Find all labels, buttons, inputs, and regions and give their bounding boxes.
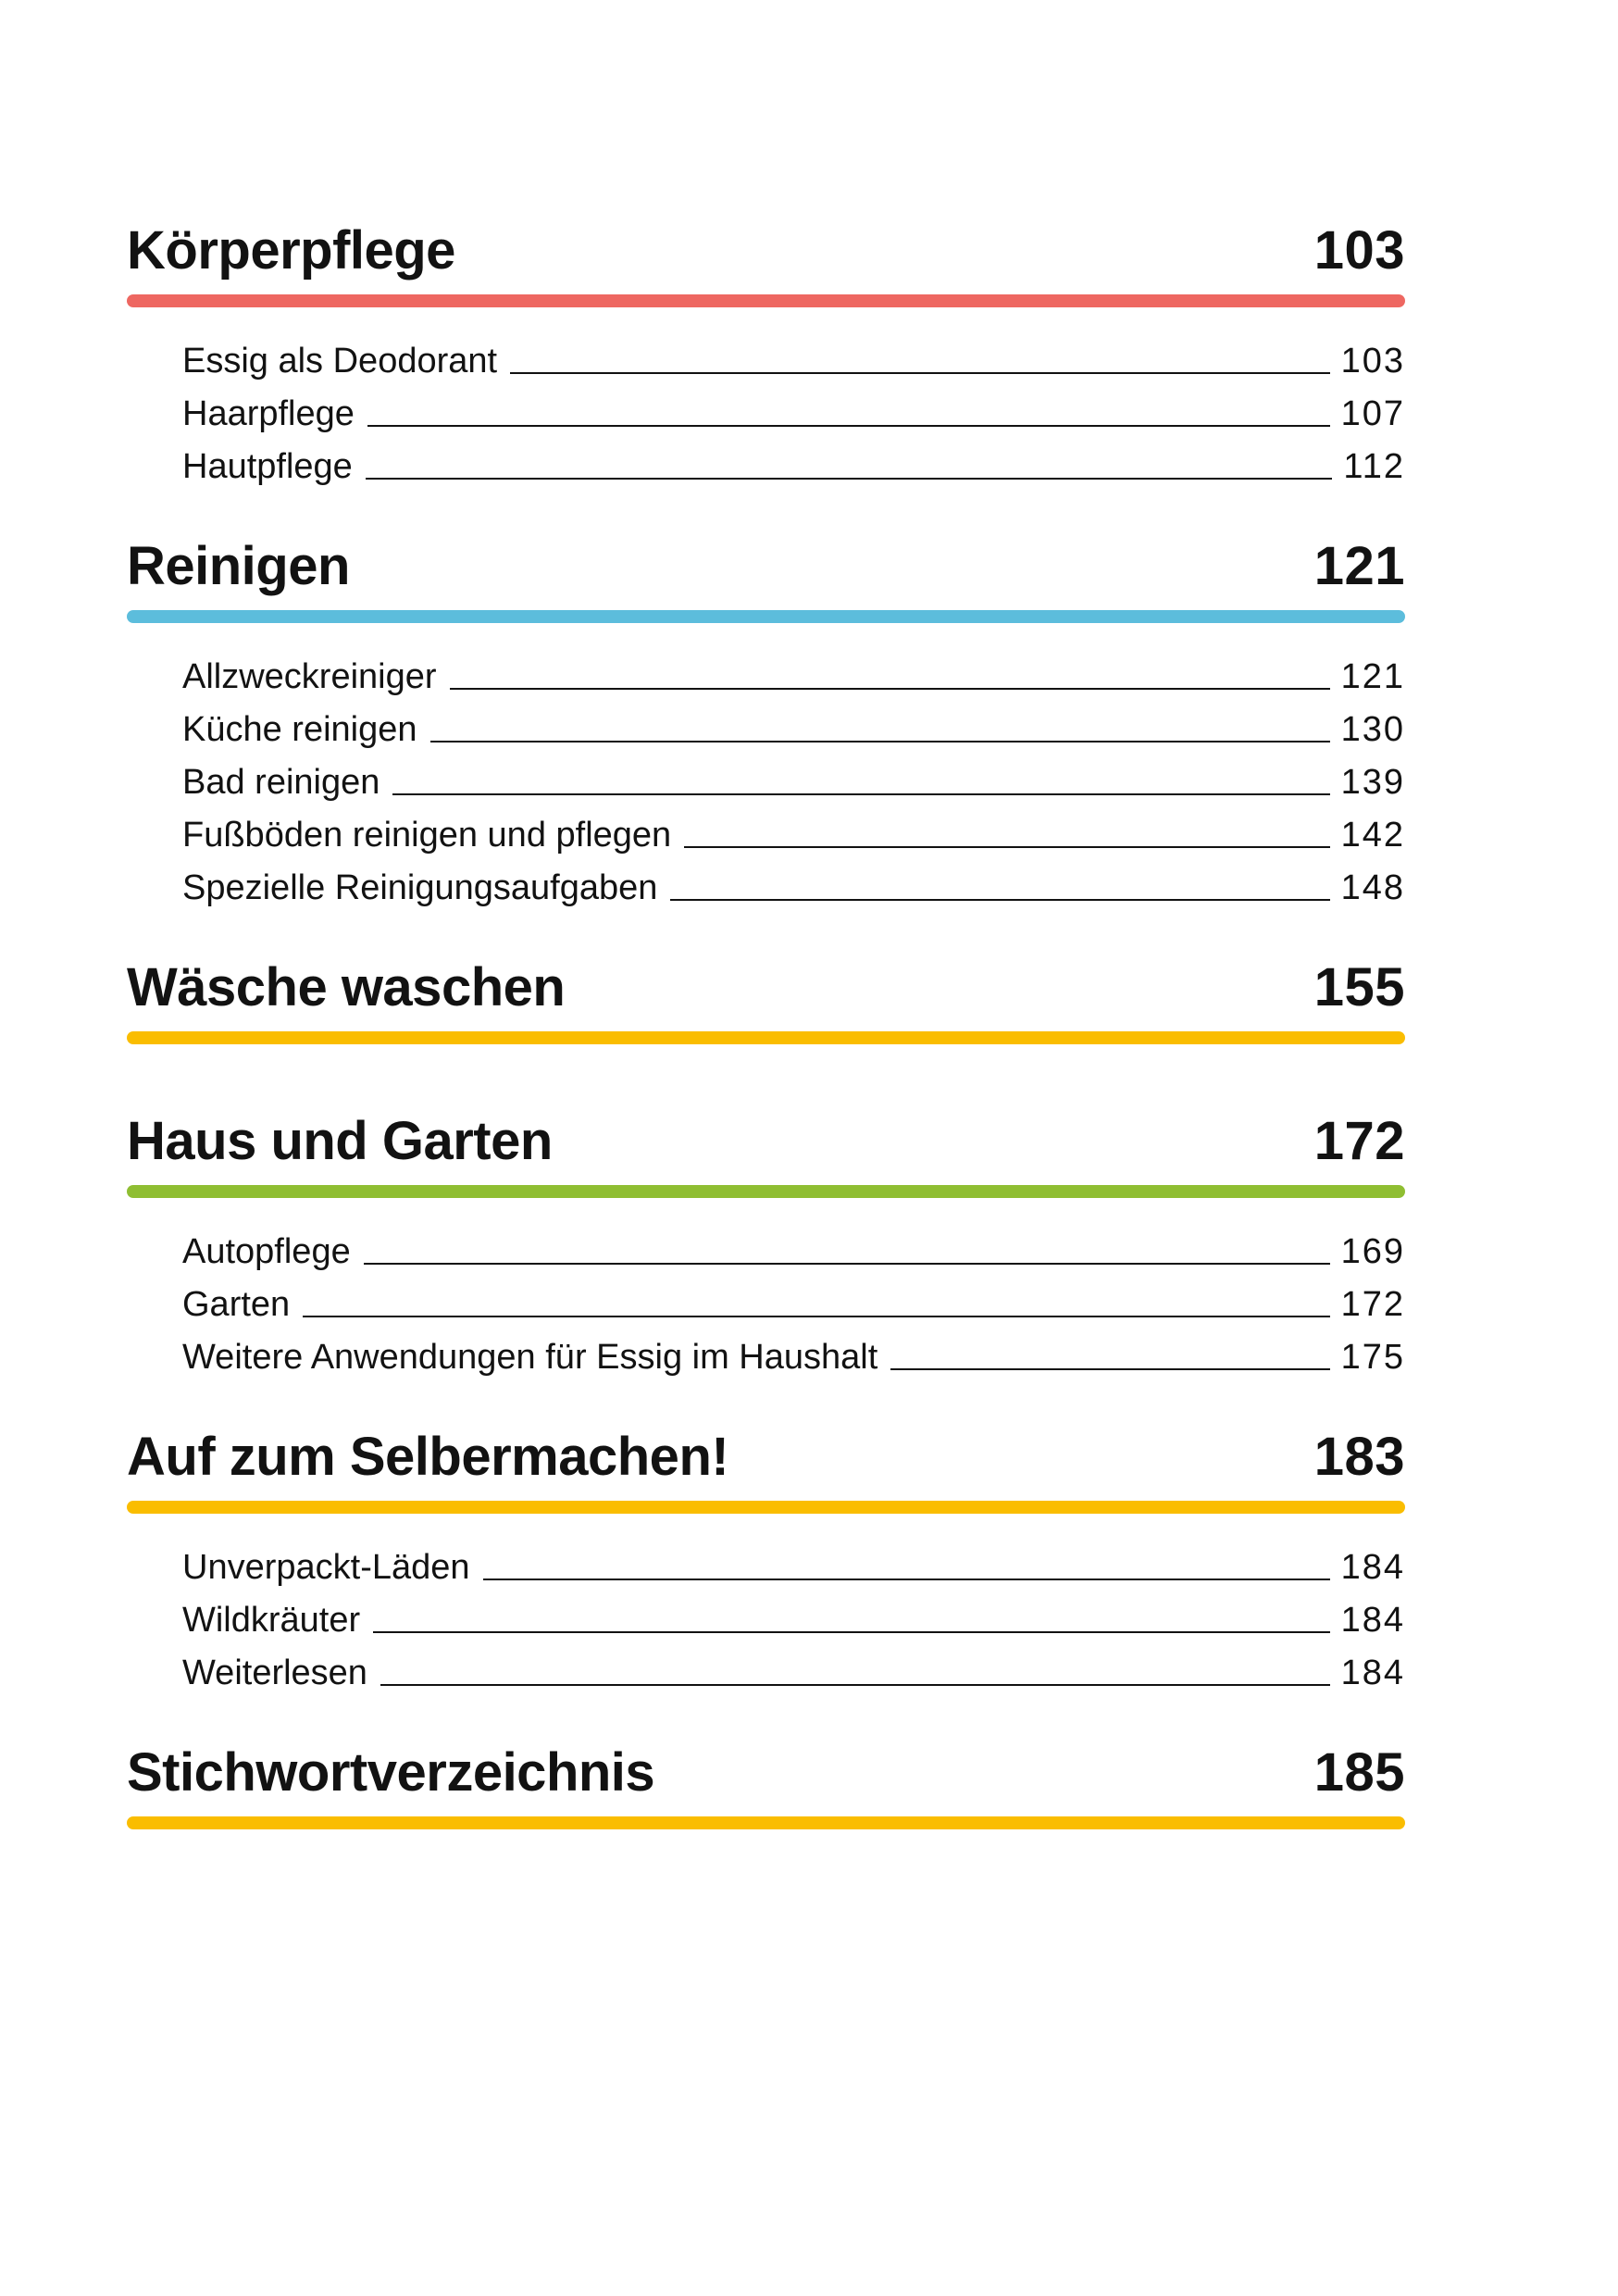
toc-section-heading[interactable]	[127, 1742, 1405, 1803]
toc-section-heading[interactable]	[127, 1111, 1405, 1171]
toc-item[interactable]	[182, 328, 1405, 381]
toc-item-page-number: 139	[1340, 763, 1405, 803]
toc-item-label: Bad reinigen	[182, 763, 380, 803]
toc-item[interactable]	[182, 1271, 1405, 1324]
section-accent-bar	[127, 1501, 1405, 1514]
toc-section	[127, 220, 1405, 487]
toc-section	[127, 536, 1405, 908]
toc-item[interactable]	[182, 1218, 1405, 1271]
toc-item-page-number: 148	[1340, 868, 1405, 908]
toc-item[interactable]	[182, 1324, 1405, 1377]
section-items	[127, 1218, 1405, 1377]
toc-item-label: Allzweckreiniger	[182, 657, 437, 697]
toc-item-leader-line	[364, 1263, 1330, 1266]
toc-item-page-number: 184	[1340, 1653, 1405, 1693]
toc-item-page-number: 184	[1340, 1601, 1405, 1641]
toc-section	[127, 1111, 1405, 1378]
toc-item[interactable]	[182, 381, 1405, 433]
toc-item[interactable]	[182, 802, 1405, 855]
toc-item-label: Weiterlesen	[182, 1653, 367, 1693]
toc-item-leader-line	[392, 793, 1329, 796]
section-title: Auf zum Selbermachen!	[127, 1427, 729, 1487]
section-page-number: 183	[1313, 1427, 1405, 1487]
toc-item-page-number: 130	[1340, 710, 1405, 750]
toc-item-page-number: 142	[1340, 816, 1405, 855]
toc-item-label: Wildkräuter	[182, 1601, 361, 1641]
toc-item[interactable]	[182, 1587, 1405, 1640]
toc-item-page-number: 103	[1340, 342, 1405, 381]
toc-item-label: Fußböden reinigen und pflegen	[182, 816, 672, 855]
toc-section	[127, 1427, 1405, 1693]
toc-item-page-number: 169	[1340, 1232, 1405, 1272]
section-accent-bar	[127, 1031, 1405, 1044]
toc-item-leader-line	[373, 1631, 1329, 1634]
section-title: Körperpflege	[127, 220, 455, 281]
toc-item-label: Hautpflege	[182, 447, 353, 487]
toc-item-leader-line	[380, 1684, 1330, 1687]
section-accent-bar	[127, 610, 1405, 623]
toc-item-leader-line	[684, 846, 1329, 849]
section-items	[127, 1534, 1405, 1692]
section-accent-bar	[127, 294, 1405, 307]
section-title: Reinigen	[127, 536, 350, 596]
toc-item[interactable]	[182, 1534, 1405, 1587]
toc-item-label: Garten	[182, 1285, 291, 1325]
toc-item-leader-line	[367, 425, 1330, 428]
section-title: Wäsche waschen	[127, 957, 566, 1017]
toc-item[interactable]	[182, 643, 1405, 696]
toc-item-leader-line	[366, 478, 1333, 480]
toc-item-leader-line	[670, 899, 1329, 902]
toc-section-heading[interactable]	[127, 957, 1405, 1017]
section-accent-bar	[127, 1185, 1405, 1198]
toc-item-page-number: 175	[1340, 1338, 1405, 1378]
toc-section-heading[interactable]	[127, 220, 1405, 281]
toc-item-label: Weitere Anwendungen für Essig im Haushalt	[182, 1338, 878, 1378]
section-page-number: 121	[1313, 536, 1405, 596]
section-title: Haus und Garten	[127, 1111, 553, 1171]
toc-item-label: Unverpackt-Läden	[182, 1548, 470, 1588]
toc-item-page-number: 172	[1340, 1285, 1405, 1325]
toc-item-leader-line	[483, 1578, 1330, 1581]
toc-item-label: Autopflege	[182, 1232, 351, 1272]
section-title: Stichwortverzeichnis	[127, 1742, 655, 1803]
toc-section	[127, 957, 1405, 1044]
section-page-number: 103	[1313, 220, 1405, 281]
section-page-number: 185	[1313, 1742, 1405, 1803]
toc-item[interactable]	[182, 749, 1405, 802]
toc-item-leader-line	[303, 1316, 1329, 1318]
toc-item[interactable]	[182, 696, 1405, 749]
section-accent-bar	[127, 1816, 1405, 1829]
section-items	[127, 328, 1405, 486]
toc-item-page-number: 107	[1340, 394, 1405, 434]
section-items	[127, 643, 1405, 907]
toc-item-page-number: 121	[1340, 657, 1405, 697]
toc-item-label: Haarpflege	[182, 394, 355, 434]
toc-item-leader-line	[450, 688, 1330, 691]
toc-section	[127, 1742, 1405, 1829]
toc-item-leader-line	[890, 1368, 1329, 1371]
toc-item-leader-line	[430, 741, 1330, 743]
toc-sections	[127, 220, 1405, 1829]
toc-section-heading[interactable]	[127, 1427, 1405, 1487]
toc-item-label: Essig als Deodorant	[182, 342, 498, 381]
toc-item[interactable]	[182, 855, 1405, 907]
toc-item-page-number: 184	[1340, 1548, 1405, 1588]
toc-item-label: Spezielle Reinigungsaufgaben	[182, 868, 658, 908]
toc-item[interactable]	[182, 433, 1405, 486]
toc-section-heading[interactable]	[127, 536, 1405, 596]
toc-item[interactable]	[182, 1640, 1405, 1692]
section-page-number: 172	[1313, 1111, 1405, 1171]
toc-item-page-number: 112	[1343, 447, 1405, 487]
section-page-number: 155	[1313, 957, 1405, 1017]
toc-item-leader-line	[510, 372, 1330, 375]
toc-item-label: Küche reinigen	[182, 710, 417, 750]
